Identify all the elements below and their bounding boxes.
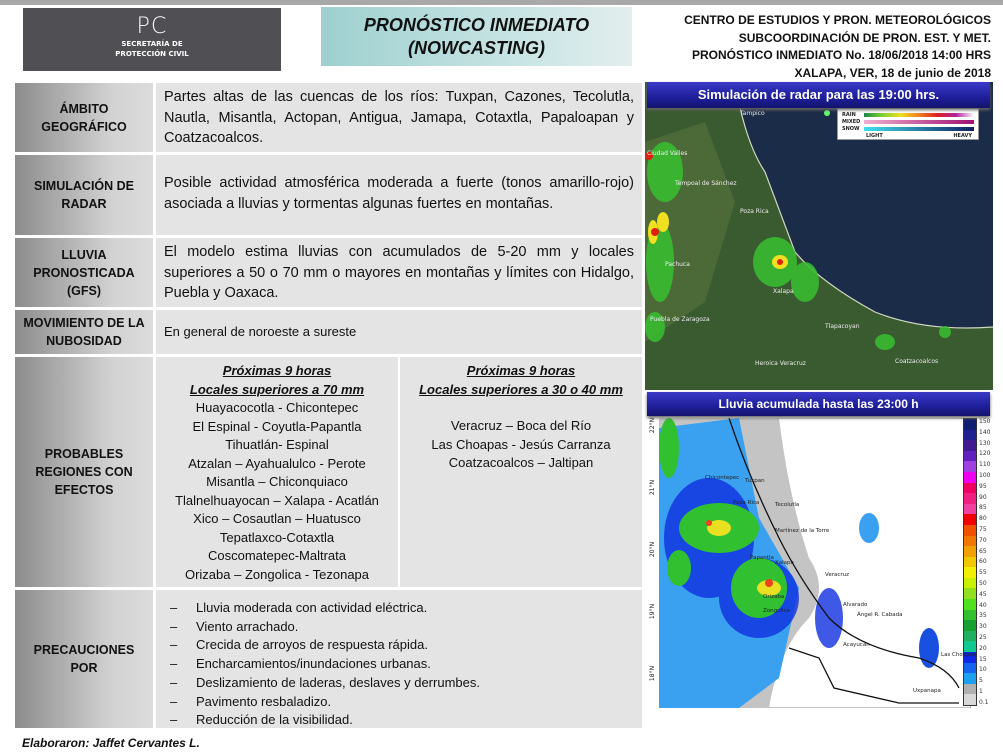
latitude-label: 22°N xyxy=(649,417,657,434)
row-label: LLUVIA PRONOSTICADA (GFS) xyxy=(15,238,153,307)
colorbar-swatch xyxy=(964,461,976,472)
row-label: PRECAUCIONES POR xyxy=(15,590,153,728)
title-line2: (NOWCASTING) xyxy=(408,38,545,58)
map-place-label: Chicontepec xyxy=(705,475,740,481)
colorbar-label: 40 xyxy=(979,601,987,609)
row-content xyxy=(156,357,642,587)
colorbar-label: 45 xyxy=(979,590,987,598)
colorbar-label: 35 xyxy=(979,612,987,620)
colorbar-swatch xyxy=(964,451,976,462)
logo-line2: PROTECCIÓN CIVIL xyxy=(115,50,189,58)
colorbar-swatch xyxy=(964,483,976,494)
precaution-item: – Encharcamientos/inundaciones urbanas. xyxy=(164,655,634,674)
row-content: Posible actividad atmosférica moderada a fuerte (tonos amarillo-rojo) asociada a lluvias y tormentas algunas fuertes en montañas. xyxy=(156,155,642,235)
colorbar-swatch xyxy=(964,663,976,674)
map-place-label: Zongolica xyxy=(763,608,790,614)
header-line: PRONÓSTICO INMEDIATO No. 18/06/2018 14:00 HRS xyxy=(692,48,991,62)
precaution-item: – Lluvia moderada con actividad eléctrica. xyxy=(164,599,634,618)
map-place-label: Acayucan xyxy=(843,642,870,648)
region-item: Misantla – Chiconquiaco xyxy=(206,474,348,489)
row-ambito xyxy=(15,83,642,152)
row-content: En general de noroeste a sureste xyxy=(156,310,642,354)
logo-abbr: PC xyxy=(136,14,168,39)
legend-heavy: HEAVY xyxy=(953,133,972,139)
colorbar-swatch xyxy=(964,493,976,504)
colorbar-label: 75 xyxy=(979,525,987,533)
map-place-label: Tampico xyxy=(740,110,765,117)
row-regiones xyxy=(15,357,642,587)
colorbar-label: 90 xyxy=(979,493,987,501)
legend-rain: RAIN xyxy=(842,112,856,118)
latitude-label: 18°N xyxy=(649,665,657,682)
colorbar-swatch xyxy=(964,673,976,684)
colorbar-label: 100 xyxy=(979,471,991,479)
colorbar-label: 0.1 xyxy=(979,698,989,706)
rain-panel-title: Lluvia acumulada hasta las 23:00 h xyxy=(647,392,990,416)
map-place-label: Ciudad Valles xyxy=(647,150,688,157)
map-place-label: Poza Rica xyxy=(733,500,760,506)
col-heading: Próximas 9 horas xyxy=(222,363,332,378)
map-place-label: Xalapa xyxy=(773,288,794,295)
map-place-label: Alvarado xyxy=(843,602,868,608)
page-title xyxy=(321,7,632,66)
colorbar-label: 55 xyxy=(979,569,987,577)
map-place-label: Uxpanapa xyxy=(913,688,941,694)
map-place-label: Veracruz xyxy=(825,572,850,578)
region-item: Orizaba – Zongolica - Tezonapa xyxy=(184,566,370,582)
row-label: MOVIMIENTO DE LA NUBOSIDAD xyxy=(15,310,153,354)
colorbar-swatch xyxy=(964,472,976,483)
header-line: SUBCOORDINACIÓN DE PRON. EST. Y MET. xyxy=(738,30,991,45)
radar-simulation-map xyxy=(645,82,993,390)
precaution-item: – Crecida de arroyos de respuesta rápida. xyxy=(164,636,634,655)
region-item: El Espinal - Coyutla-Papantla xyxy=(192,418,362,434)
map-place-label: Tlapacoyan xyxy=(825,323,860,330)
colorbar-label: 85 xyxy=(979,504,987,512)
row-content: El modelo estima lluvias con acumulados de 5-20 mm y locales superiores a 50 o 70 mm o mayores en montañas y límites con Hidalgo, Puebla y Oaxaca. xyxy=(156,238,642,307)
colorbar-swatch xyxy=(964,694,976,705)
region-item: Las Choapas - Jesús Carranza xyxy=(431,436,611,452)
colorbar-label: 150 xyxy=(979,418,991,425)
institution-header xyxy=(684,12,991,82)
colorbar-labels xyxy=(979,418,990,706)
colorbar-swatch xyxy=(964,536,976,547)
colorbar-swatch xyxy=(964,419,976,430)
map-place-label: Las Choapas xyxy=(941,652,976,658)
colorbar xyxy=(963,418,977,706)
colorbar-label: 70 xyxy=(979,536,987,544)
legend-snow: SNOW xyxy=(842,126,860,132)
colorbar-swatch xyxy=(964,514,976,525)
regions-col-70mm xyxy=(156,357,398,587)
map-place-label: Coatzacoalcos xyxy=(895,358,939,365)
latitude-label: 20°N xyxy=(649,541,657,558)
map-place-label: Ángel R. Cabada xyxy=(857,612,903,618)
colorbar-label: 30 xyxy=(979,623,987,631)
col-subheading: Locales superiores a 70 mm xyxy=(189,381,365,397)
colorbar-swatch xyxy=(964,599,976,610)
map-place-label: Tempoal de Sánchez xyxy=(675,180,737,187)
col-heading: Próximas 9 horas xyxy=(466,363,576,378)
region-item: Tepatlaxco-Cotaxtla xyxy=(219,529,335,545)
map-place-label: Heroica Veracruz xyxy=(755,360,806,367)
colorbar-swatch xyxy=(964,546,976,557)
row-label: SIMULACIÓN DE RADAR xyxy=(15,155,153,235)
region-item: Xico – Cosautlan – Huatusco xyxy=(193,511,361,526)
logo-line1: SECRETARÍA DE xyxy=(121,40,183,48)
colorbar-label: 95 xyxy=(979,482,987,490)
latitude-label: 21°N xyxy=(649,479,657,496)
colorbar-swatch xyxy=(964,578,976,589)
colorbar-label: 20 xyxy=(979,644,987,652)
colorbar-label: 1 xyxy=(979,687,983,695)
colorbar-label: 130 xyxy=(979,439,991,447)
row-content: Partes altas de las cuencas de los ríos: Tuxpan, Cazones, Tecolutla, Nautla, Misantla, Actopan, Antigua, Jamapa, Cotaxtla, Papaloapan y Coatzacoalcos. xyxy=(156,83,642,152)
colorbar-label: 60 xyxy=(979,558,987,566)
regions-col-30-40mm xyxy=(398,357,642,587)
row-precauciones xyxy=(15,590,642,728)
precaution-item: – Reducción de la visibilidad. xyxy=(164,711,634,730)
row-label: ÁMBITO GEOGRÁFICO xyxy=(15,83,153,152)
colorbar-swatch xyxy=(964,631,976,642)
legend-light: LIGHT xyxy=(866,133,883,139)
map-place-label: Xalapa xyxy=(775,560,794,566)
precaution-item: – Pavimento resbaladizo. xyxy=(164,693,634,712)
row-label: PROBABLES REGIONES CON EFECTOS xyxy=(15,357,153,587)
colorbar-swatch xyxy=(964,440,976,451)
row-movimiento xyxy=(15,310,642,354)
colorbar-label: 140 xyxy=(979,428,991,436)
map-place-label: Orizaba xyxy=(763,594,785,600)
row-lluvia xyxy=(15,238,642,307)
colorbar-swatch xyxy=(964,641,976,652)
map-place-label: Poza Rica xyxy=(740,208,769,215)
map-place-label: Tecolutla xyxy=(775,502,800,508)
region-item: Tlalnelhuayocan – Xalapa - Acatlán xyxy=(175,492,379,508)
map-place-label: Martínez de la Torre xyxy=(775,528,830,534)
rain-map-image xyxy=(659,418,971,708)
colorbar-label: 25 xyxy=(979,633,987,641)
map-place-label: Papantla xyxy=(750,555,774,561)
region-item: Veracruz – Boca del Río xyxy=(450,418,592,433)
precaution-item: – Viento arrachado. xyxy=(164,618,634,637)
colorbar-swatch xyxy=(964,620,976,631)
map-place-label: Puebla de Zaragoza xyxy=(650,316,710,323)
row-content xyxy=(156,590,642,728)
colorbar-swatch xyxy=(964,610,976,621)
colorbar-label: 65 xyxy=(979,547,987,555)
colorbar-swatch xyxy=(964,684,976,695)
colorbar-label: 10 xyxy=(979,666,987,674)
precaution-item: – Deslizamiento de laderas, deslaves y derrumbes. xyxy=(164,674,634,693)
col-subheading: Locales superiores a 30 o 40 mm xyxy=(419,381,623,397)
logo-pc xyxy=(23,8,281,71)
colorbar-label: 5 xyxy=(979,677,983,685)
radar-legend xyxy=(837,108,979,140)
region-item: Atzalan – Ayahualulco - Perote xyxy=(188,455,366,471)
colorbar-swatch xyxy=(964,557,976,568)
map-place-label: Tuxpan xyxy=(745,478,765,484)
header-line: CENTRO DE ESTUDIOS Y PRON. METEOROLÓGICOS xyxy=(684,13,991,27)
colorbar-swatch xyxy=(964,430,976,441)
colorbar-label: 120 xyxy=(979,450,991,458)
map-place-label: Pachuca xyxy=(665,261,690,268)
region-item: Coscomatepec-Maltrata xyxy=(208,548,346,563)
region-item: Coatzacoalcos – Jaltipan xyxy=(448,455,594,470)
region-item: Huayacocotla - Chicontepec xyxy=(195,400,359,415)
legend-mixed: MIXED xyxy=(842,119,861,125)
title-line1: PRONÓSTICO INMEDIATO xyxy=(363,15,590,35)
latitude-label: 19°N xyxy=(649,603,657,620)
colorbar-swatch xyxy=(964,525,976,536)
top-bar xyxy=(0,0,1003,5)
region-item: Tihuatlán- Espinal xyxy=(225,437,329,452)
colorbar-label: 80 xyxy=(979,515,987,523)
colorbar-swatch xyxy=(964,567,976,578)
colorbar-label: 50 xyxy=(979,579,987,587)
row-radar xyxy=(15,155,642,235)
authors-footer: Elaboraron: Jaffet Cervantes L. xyxy=(22,736,200,750)
header-line: XALAPA, VER, 18 de junio de 2018 xyxy=(794,65,991,80)
colorbar-swatch xyxy=(964,588,976,599)
colorbar-label: 110 xyxy=(979,461,991,469)
colorbar-swatch xyxy=(964,504,976,515)
accumulated-rain-map xyxy=(645,390,993,710)
colorbar-label: 15 xyxy=(979,655,987,663)
radar-panel-title: Simulación de radar para las 19:00 hrs. xyxy=(647,82,990,108)
